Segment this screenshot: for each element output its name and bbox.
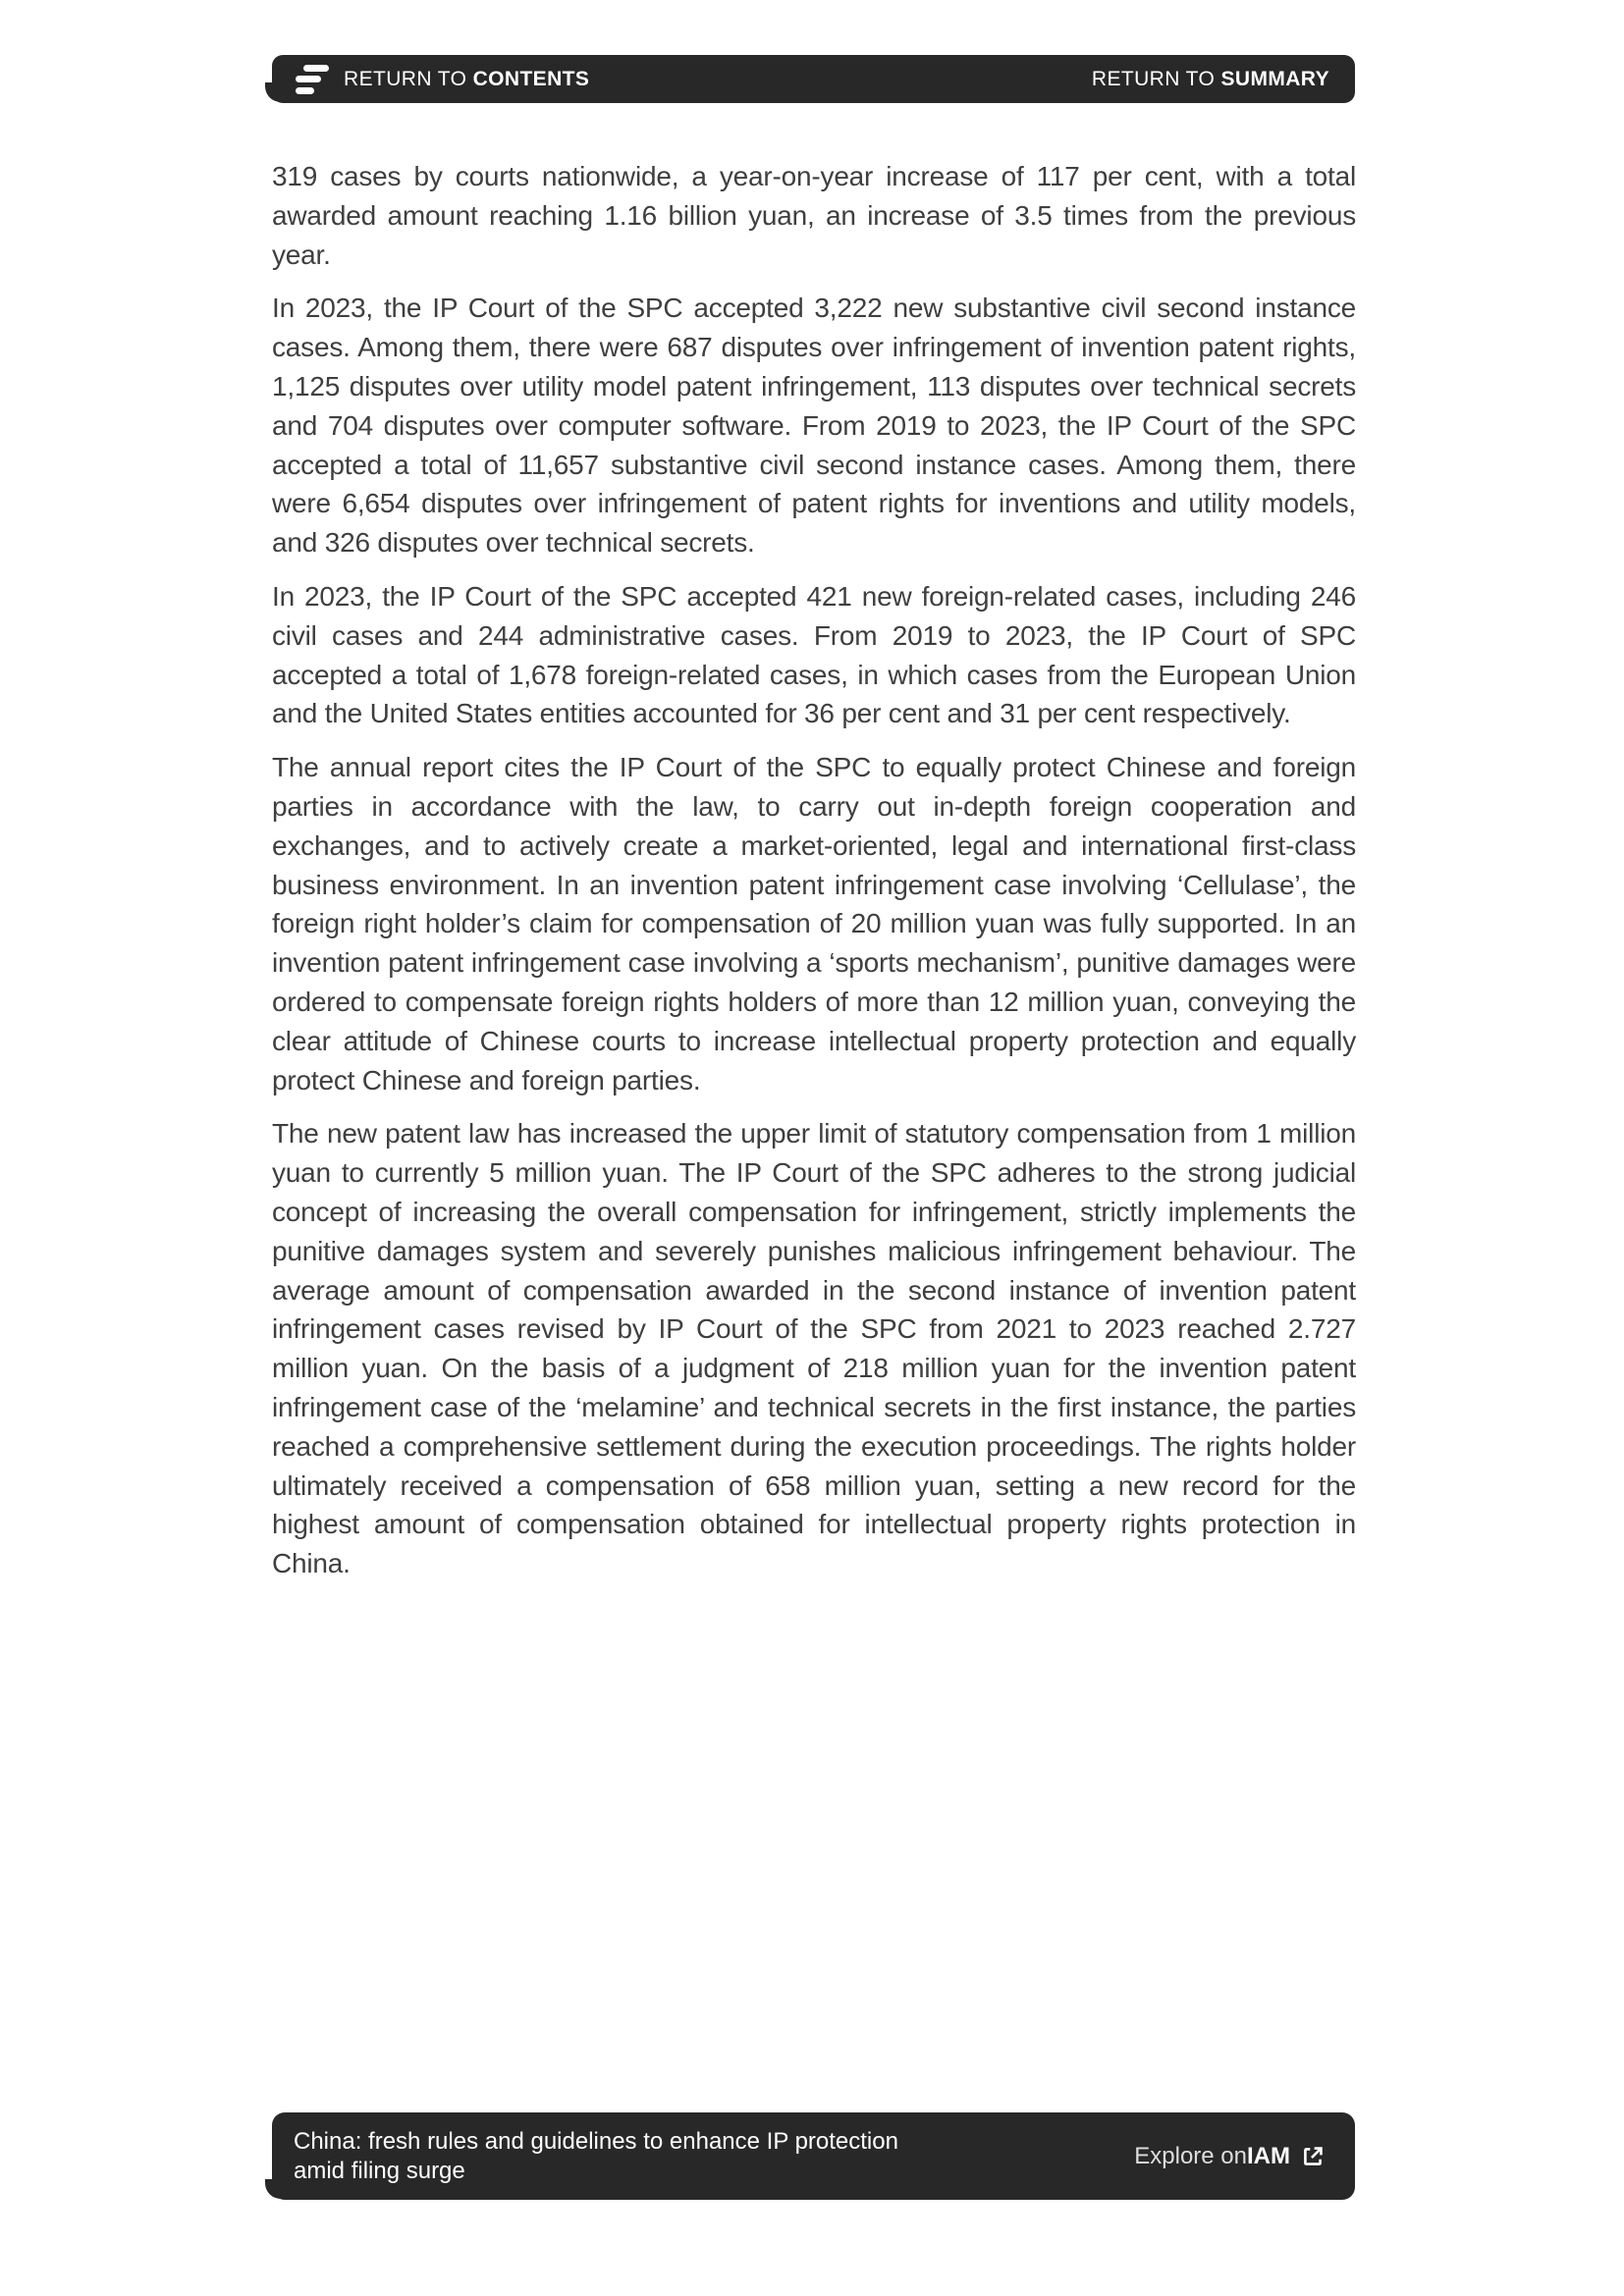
article-title: China: fresh rules and guidelines to enhance IP protection amid filing surge bbox=[294, 2127, 898, 2184]
explore-on-label: Explore on bbox=[1134, 2142, 1247, 2169]
return-to-contents-label: RETURN TO CONTENTS bbox=[344, 67, 590, 90]
paragraph-cases-nationwide: 319 cases by courts nationwide, a year-on-year increase of 117 per cent, with a total awarded amount reaching 1.16 billion yuan, an increase of 3.5 times from the previous year. bbox=[272, 161, 1356, 270]
contents-icon bbox=[296, 65, 329, 94]
explore-on-iam-link[interactable] bbox=[1134, 2143, 1326, 2170]
return-to-contents-link[interactable] bbox=[296, 65, 589, 94]
external-link-icon bbox=[1300, 2144, 1326, 2169]
return-to-summary-link[interactable] bbox=[1092, 68, 1329, 91]
paragraph-annual-report: The annual report cites the IP Court of the SPC to equally protect Chinese and foreign parties in accordance with the law, to carry out in-depth foreign cooperation and exchanges, and to actively create a market-oriented, legal and international first-class business environment. In an invention patent infringement case involving ‘Cellulase’, the foreign right holder’s claim for compensation of 20 million yuan was fully supported. In an invention patent infringement case involving a ‘sports mechanism’, punitive damages were ordered to compensate foreign rights holders of more than 12 million yuan, conveying the clear attitude of Chinese courts to increase intellectual property protection and equally protect Chinese and foreign parties. bbox=[272, 752, 1356, 1095]
paragraph-foreign-related-cases: In 2023, the IP Court of the SPC accepted 421 new foreign-related cases, including 246 civil cases and 244 administrative cases. From 2019 to 2023, the IP Court of SPC accepted a total of 1,678 foreign-related cases, in which cases from the European Union and the United States entities accounted for 36 per cent and 31 per cent respectively. bbox=[272, 580, 1356, 729]
article-body bbox=[272, 157, 1356, 1583]
paragraph-new-patent-law: The new patent law has increased the upper limit of statutory compensation from 1 million yuan to currently 5 million yuan. The IP Court of the SPC adheres to the strong judicial concept of increasing the overall compensation for infringement, strictly implements the punitive damages system and severely punishes malicious infringement behaviour. The average amount of compensation awarded in the second instance of invention patent infringement cases revised by IP Court of the SPC from 2021 to 2023 reached 2.727 million yuan. On the basis of a judgment of 218 million yuan for the invention patent infringement case of the ‘melamine’ and technical secrets in the first instance, the parties reached a comprehensive settlement during the execution proceedings. The rights holder ultimately received a compensation of 658 million yuan, setting a new record for the highest amount of compensation obtained for intellectual property rights protection in China. bbox=[272, 1118, 1356, 1579]
bottom-footer-bar bbox=[272, 2112, 1355, 2200]
top-nav-bar bbox=[272, 55, 1355, 103]
return-to-summary-label: RETURN TO SUMMARY bbox=[1091, 67, 1329, 90]
iam-label: IAM bbox=[1247, 2142, 1290, 2169]
paragraph-civil-second-instance: In 2023, the IP Court of the SPC accepted 3,222 new substantive civil second instance cases. Among them, there were 687 disputes over infringement of invention patent rights, 1,125 disputes over utility model patent infringement, 113 disputes over technical secrets and 704 disputes over computer software. From 2019 to 2023, the IP Court of the SPC accepted a total of 11,657 substantive civil second instance cases. Among them, there were 6,654 disputes over infringement of patent rights for inventions and utility models, and 326 disputes over technical secrets. bbox=[272, 293, 1356, 559]
